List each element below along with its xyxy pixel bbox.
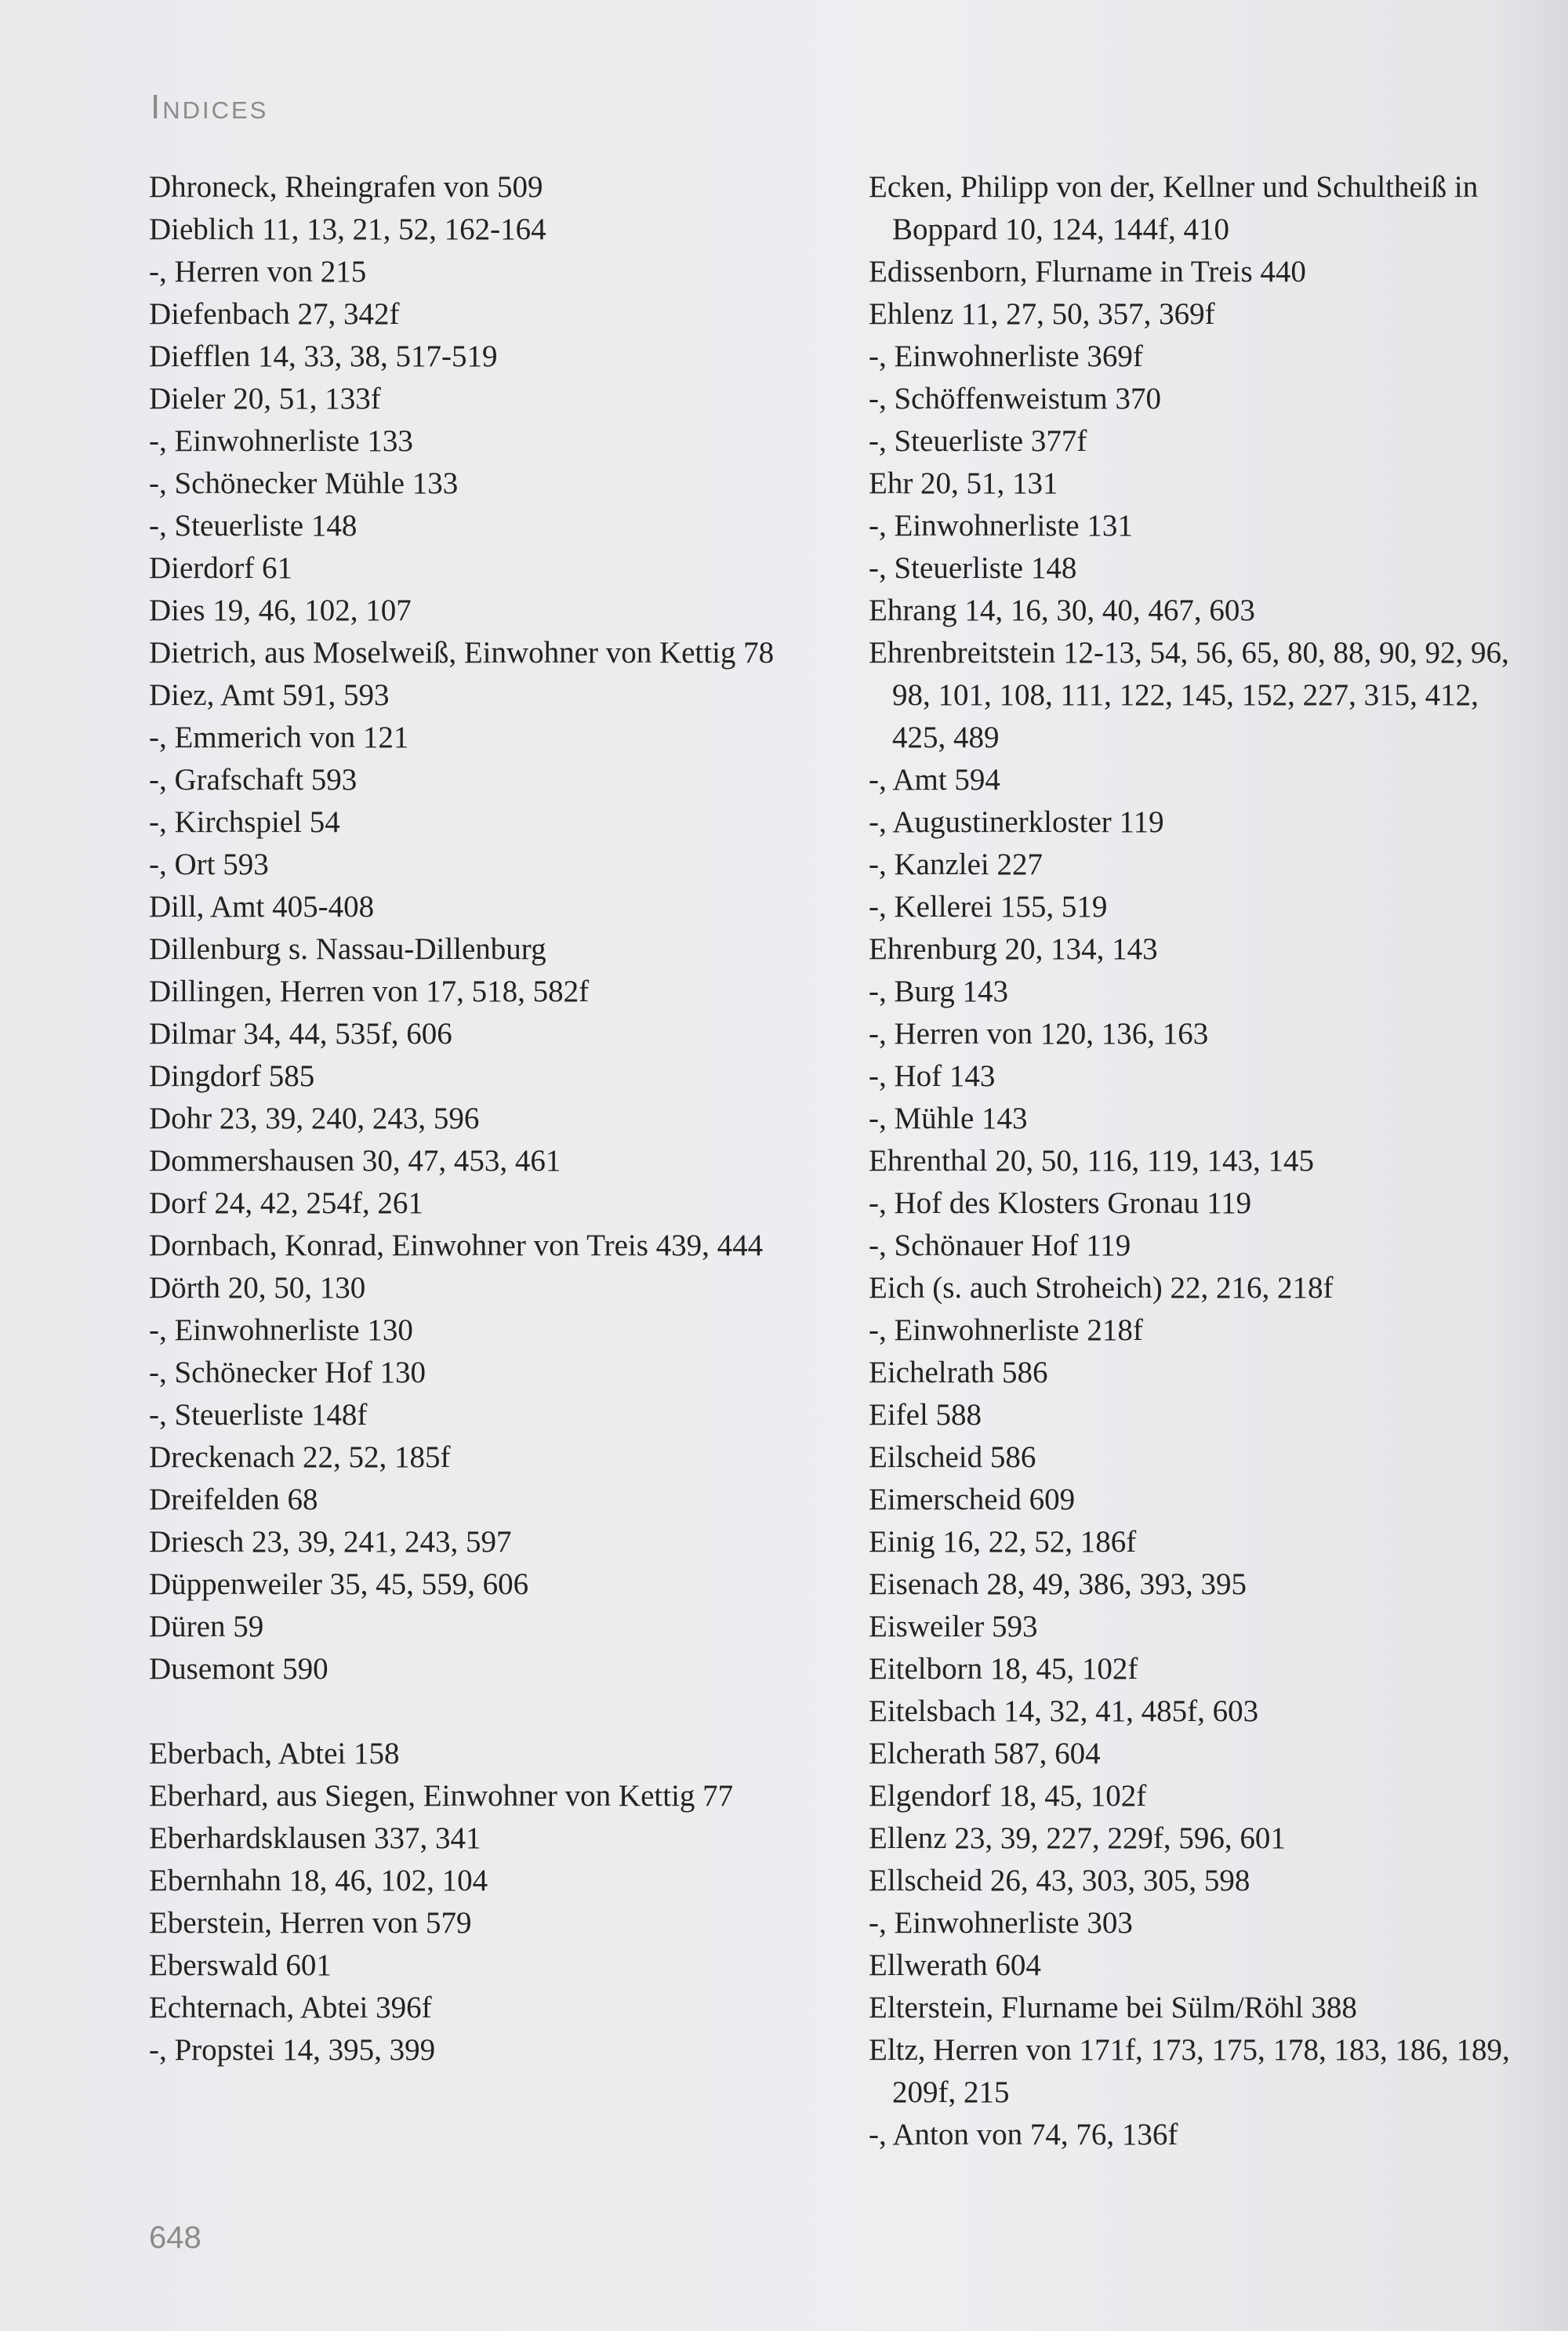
index-entry: Diefflen 14, 33, 38, 517-519 [149, 339, 498, 373]
index-entry: Elgendorf 18, 45, 102f [869, 1779, 1147, 1813]
index-entry: -, Burg 143 [869, 975, 1009, 1008]
index-entry: Dilmar 34, 44, 535f, 606 [149, 1017, 452, 1051]
index-entry: Dieblich 11, 13, 21, 52, 162-164 [149, 212, 546, 246]
index-entry: Ebernhahn 18, 46, 102, 104 [149, 1864, 488, 1897]
index-entry: -, Amt 594 [869, 763, 1000, 797]
running-header: Indices [151, 88, 269, 126]
index-entry: Einig 16, 22, 52, 186f [869, 1525, 1137, 1559]
index-entry: -, Hof des Klosters Gronau 119 [869, 1186, 1252, 1220]
index-entry: Dillingen, Herren von 17, 518, 582f [149, 975, 590, 1008]
index-entry: Eisenach 28, 49, 386, 393, 395 [869, 1567, 1247, 1601]
index-entry: Ehr 20, 51, 131 [869, 467, 1058, 500]
index-entry: -, Mühle 143 [869, 1102, 1028, 1135]
index-entry: -, Einwohnerliste 303 [869, 1906, 1133, 1940]
index-entry: Diefenbach 27, 342f [149, 297, 400, 331]
index-entry: Dreckenach 22, 52, 185f [149, 1440, 451, 1474]
index-entry: Eltz, Herren von 171f, 173, 175, 178, 183, 186, 189, 209f, 215 [869, 2033, 1510, 2109]
index-entry: -, Augustinerkloster 119 [869, 805, 1164, 839]
index-entry: Eberhard, aus Siegen, Einwohner von Kettig 77 [149, 1779, 734, 1813]
index-entry: Dornbach, Konrad, Einwohner von Treis 439, 444 [149, 1229, 764, 1262]
index-entry: Dieler 20, 51, 133f [149, 382, 381, 416]
index-entry: Eberswald 601 [149, 1948, 332, 1982]
index-entry: -, Grafschaft 593 [149, 763, 358, 797]
index-entry: Ellenz 23, 39, 227, 229f, 596, 601 [869, 1821, 1286, 1855]
index-entry: Dohr 23, 39, 240, 243, 596 [149, 1102, 480, 1135]
index-entry: -, Schönauer Hof 119 [869, 1229, 1131, 1262]
index-entry: -, Herren von 120, 136, 163 [869, 1017, 1209, 1051]
index-entry: Ellscheid 26, 43, 303, 305, 598 [869, 1864, 1250, 1897]
index-entry: -, Einwohnerliste 218f [869, 1313, 1143, 1347]
index-entry: Ehlenz 11, 27, 50, 357, 369f [869, 297, 1215, 331]
index-entry: Eisweiler 593 [869, 1610, 1038, 1643]
index-entry: -, Schönecker Hof 130 [149, 1356, 426, 1389]
index-entry: Dörth 20, 50, 130 [149, 1271, 366, 1305]
index-entry: Dommershausen 30, 47, 453, 461 [149, 1144, 561, 1178]
index-entry: -, Steuerliste 148 [149, 509, 358, 543]
index-entry: -, Kellerei 155, 519 [869, 890, 1108, 924]
entry-spacer [149, 1690, 823, 1733]
index-entry: Ehrenbreitstein 12-13, 54, 56, 65, 80, 88, 90, 92, 96, 98, 101, 108, 111, 122, 145, 152, 227, 315, 412, 425, 489 [869, 636, 1509, 754]
index-entry: -, Einwohnerliste 131 [869, 509, 1133, 543]
index-entry: Elterstein, Flurname bei Sülm/Röhl 388 [869, 1991, 1357, 2024]
index-entry: Eilscheid 586 [869, 1440, 1036, 1474]
index-entry: -, Kirchspiel 54 [149, 805, 340, 839]
index-entry: Ehrang 14, 16, 30, 40, 467, 603 [869, 594, 1255, 627]
index-entry: Echternach, Abtei 396f [149, 1991, 432, 2024]
index-entry: -, Herren von 215 [149, 255, 367, 289]
index-entry: Dies 19, 46, 102, 107 [149, 594, 412, 627]
index-entry: Dusemont 590 [149, 1652, 328, 1686]
index-entry: Eberhardsklausen 337, 341 [149, 1821, 481, 1855]
index-entry: Eberbach, Abtei 158 [149, 1737, 400, 1770]
index-entry: Dorf 24, 42, 254f, 261 [149, 1186, 423, 1220]
index-entry: -, Anton von 74, 76, 136f [869, 2118, 1178, 2151]
index-entry: -, Steuerliste 377f [869, 424, 1087, 458]
index-entry: -, Einwohnerliste 133 [149, 424, 413, 458]
index-entry: -, Emmerich von 121 [149, 721, 409, 754]
index-entry: Eifel 588 [869, 1398, 982, 1432]
index-entry: Eich (s. auch Stroheich) 22, 216, 218f [869, 1271, 1334, 1305]
index-entry: Dill, Amt 405-408 [149, 890, 375, 924]
index-entry: Düren 59 [149, 1610, 264, 1643]
index-entry: Eichelrath 586 [869, 1356, 1048, 1389]
index-entry: Dierdorf 61 [149, 551, 293, 585]
index-entry: Dreifelden 68 [149, 1483, 318, 1516]
index-entry: Ehrenburg 20, 134, 143 [869, 932, 1158, 966]
index-entry: -, Schöffenweistum 370 [869, 382, 1161, 416]
index-entry: Ecken, Philipp von der, Kellner und Schultheiß in Boppard 10, 124, 144f, 410 [869, 170, 1479, 246]
index-entry: Elcherath 587, 604 [869, 1737, 1101, 1770]
index-entry: Ellwerath 604 [869, 1948, 1041, 1982]
index-entry: Eberstein, Herren von 579 [149, 1906, 472, 1940]
index-entry: -, Einwohnerliste 369f [869, 339, 1143, 373]
index-entry: Ehrenthal 20, 50, 116, 119, 143, 145 [869, 1144, 1314, 1178]
index-entry: Dingdorf 585 [149, 1059, 315, 1093]
index-entry: Driesch 23, 39, 241, 243, 597 [149, 1525, 512, 1559]
index-entry: Eitelborn 18, 45, 102f [869, 1652, 1138, 1686]
index-entry: Dhroneck, Rheingrafen von 509 [149, 170, 543, 204]
index-entry: Düppenweiler 35, 45, 559, 606 [149, 1567, 529, 1601]
index-column-right [869, 166, 1519, 2156]
index-entry: -, Ort 593 [149, 848, 269, 881]
index-entry: Diez, Amt 591, 593 [149, 678, 390, 712]
index-entry: -, Steuerliste 148f [149, 1398, 368, 1432]
page-number: 648 [149, 2220, 201, 2255]
index-column-left [149, 166, 823, 2071]
index-entry: Eitelsbach 14, 32, 41, 485f, 603 [869, 1694, 1259, 1728]
index-entry: -, Einwohnerliste 130 [149, 1313, 413, 1347]
index-entry: Eimerscheid 609 [869, 1483, 1076, 1516]
index-entry: Dillenburg s. Nassau-Dillenburg [149, 932, 546, 966]
index-entry: Dietrich, aus Moselweiß, Einwohner von Kettig 78 [149, 636, 775, 670]
index-entry: -, Hof 143 [869, 1059, 996, 1093]
index-entry: Edissenborn, Flurname in Treis 440 [869, 255, 1306, 289]
index-entry: -, Kanzlei 227 [869, 848, 1044, 881]
index-entry: -, Propstei 14, 395, 399 [149, 2033, 436, 2067]
index-entry: -, Steuerliste 148 [869, 551, 1077, 585]
index-entry: -, Schönecker Mühle 133 [149, 467, 459, 500]
